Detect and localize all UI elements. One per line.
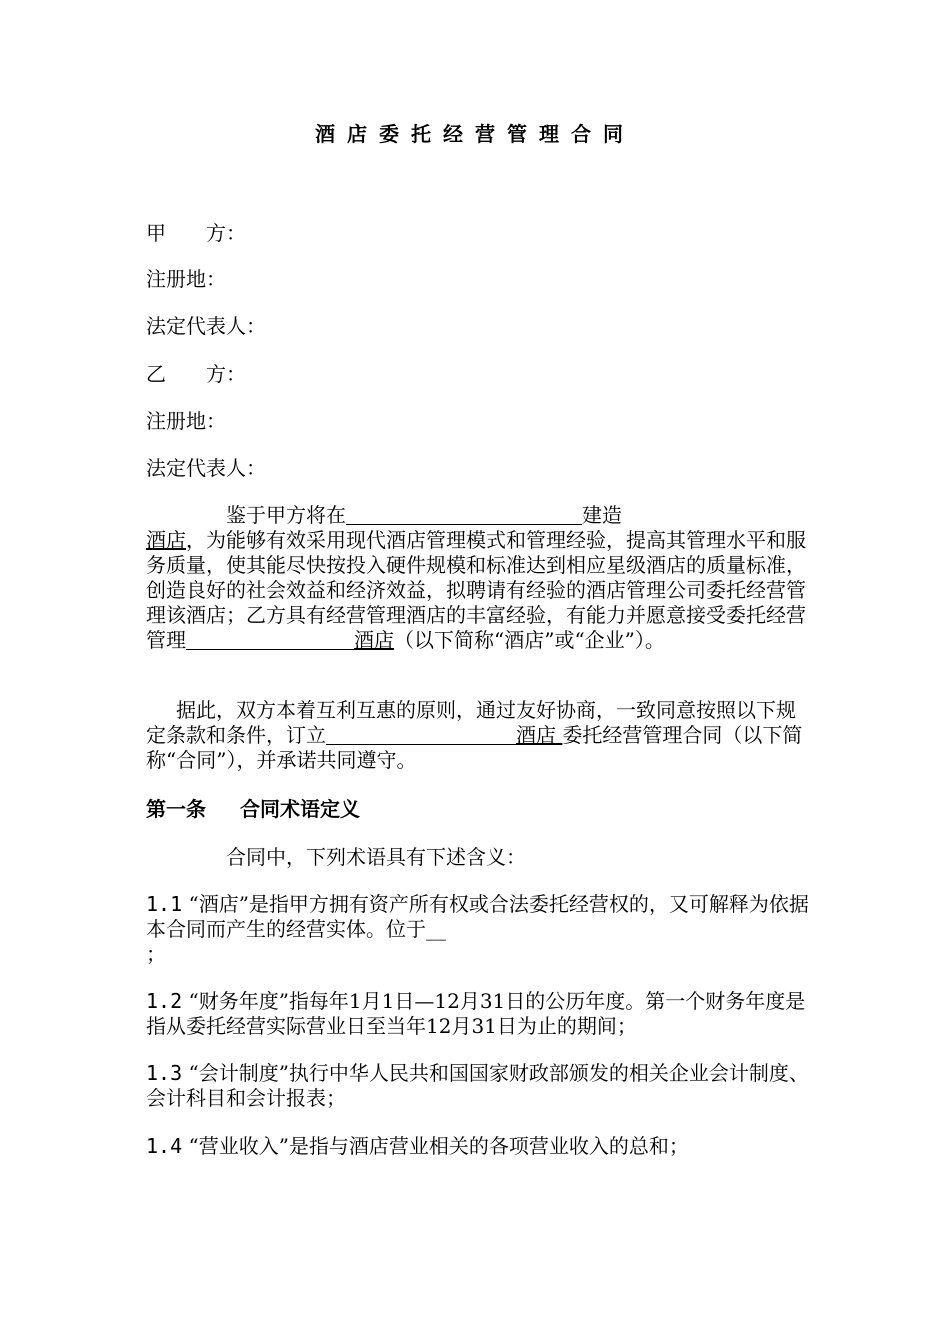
party-b-registered-address: 注册地： [146, 409, 226, 433]
clause-number: 1.1 [146, 892, 183, 916]
hotel-name-blank[interactable] [326, 724, 516, 745]
hotel-name-underlined: 酒店 [354, 628, 394, 652]
preamble-text: 鉴于甲方将在 [226, 503, 346, 527]
hotel-name-underlined: 酒店 [516, 723, 563, 747]
document-title: 酒店委托经营管理合同 [315, 122, 635, 146]
preamble-text: 建造 [582, 503, 622, 527]
party-a-label: 甲 方： [146, 221, 246, 245]
clause-text: ； [146, 942, 166, 966]
location-blank[interactable] [346, 504, 582, 525]
preamble-text: 委托经营管理合同（以下简称“合同”），并承诺共同遵守。 [146, 723, 803, 772]
party-a-registered-address: 注册地： [146, 267, 226, 291]
clause-text: “财务年度”指每年1月1日—12月31日的公历年度。第一个财务年度是指从委托经营实际营业日至当年12月31日为止的期间； [146, 989, 806, 1038]
clause-number: 1.4 [146, 1134, 183, 1158]
clause-text: “酒店”是指甲方拥有资产所有权或合法委托经营权的，又可解释为依据本合同而产生的经营实体。位于__ [146, 892, 809, 941]
hotel-name-underlined: 酒店 [146, 528, 186, 552]
hotel-name-blank[interactable] [186, 629, 354, 650]
clause-number: 1.2 [146, 989, 183, 1013]
clause-text: “营业收入”是指与酒店营业相关的各项营业收入的总和； [188, 1134, 689, 1158]
definition-1-4 [146, 1134, 810, 1159]
party-a-legal-representative: 法定代表人： [146, 314, 266, 338]
preamble-text: ，为能够有效采用现代酒店管理模式和管理经验，提高其管理水平和服务质量，使其能尽快按投入硬件规模和标准达到相应星级酒店的质量标准，创造良好的社会效益和经济效益，拟聘请有经验的酒店管理公司委托经营管理该酒店；乙方具有经营管理酒店的丰富经验，有能力并愿意接受委托经营管理 [146, 528, 806, 652]
preamble-text: （以下简称“酒店”或“企业”）。 [394, 628, 665, 652]
party-b-legal-representative: 法定代表人： [146, 456, 266, 480]
definition-1-1 [146, 892, 810, 967]
definition-1-2 [146, 989, 810, 1039]
definition-1-3 [146, 1061, 810, 1111]
article-1-intro: 合同中，下列术语具有下述含义： [226, 845, 526, 869]
article-number: 第一条 [146, 797, 206, 821]
preamble-paragraph-2 [146, 698, 810, 773]
article-1-heading [146, 797, 810, 822]
party-b-label: 乙 方： [146, 362, 246, 386]
clause-text: “会计制度”执行中华人民共和国国家财政部颁发的相关企业会计制度、会计科目和会计报表； [146, 1061, 809, 1110]
article-title: 合同术语定义 [240, 797, 360, 821]
preamble-text: 据此，双方本着互利互惠的原则，通过友好协商，一致同意按照以下规定条款和条件，订立 [146, 698, 796, 747]
clause-number: 1.3 [146, 1061, 183, 1085]
preamble-paragraph-1 [146, 503, 810, 653]
